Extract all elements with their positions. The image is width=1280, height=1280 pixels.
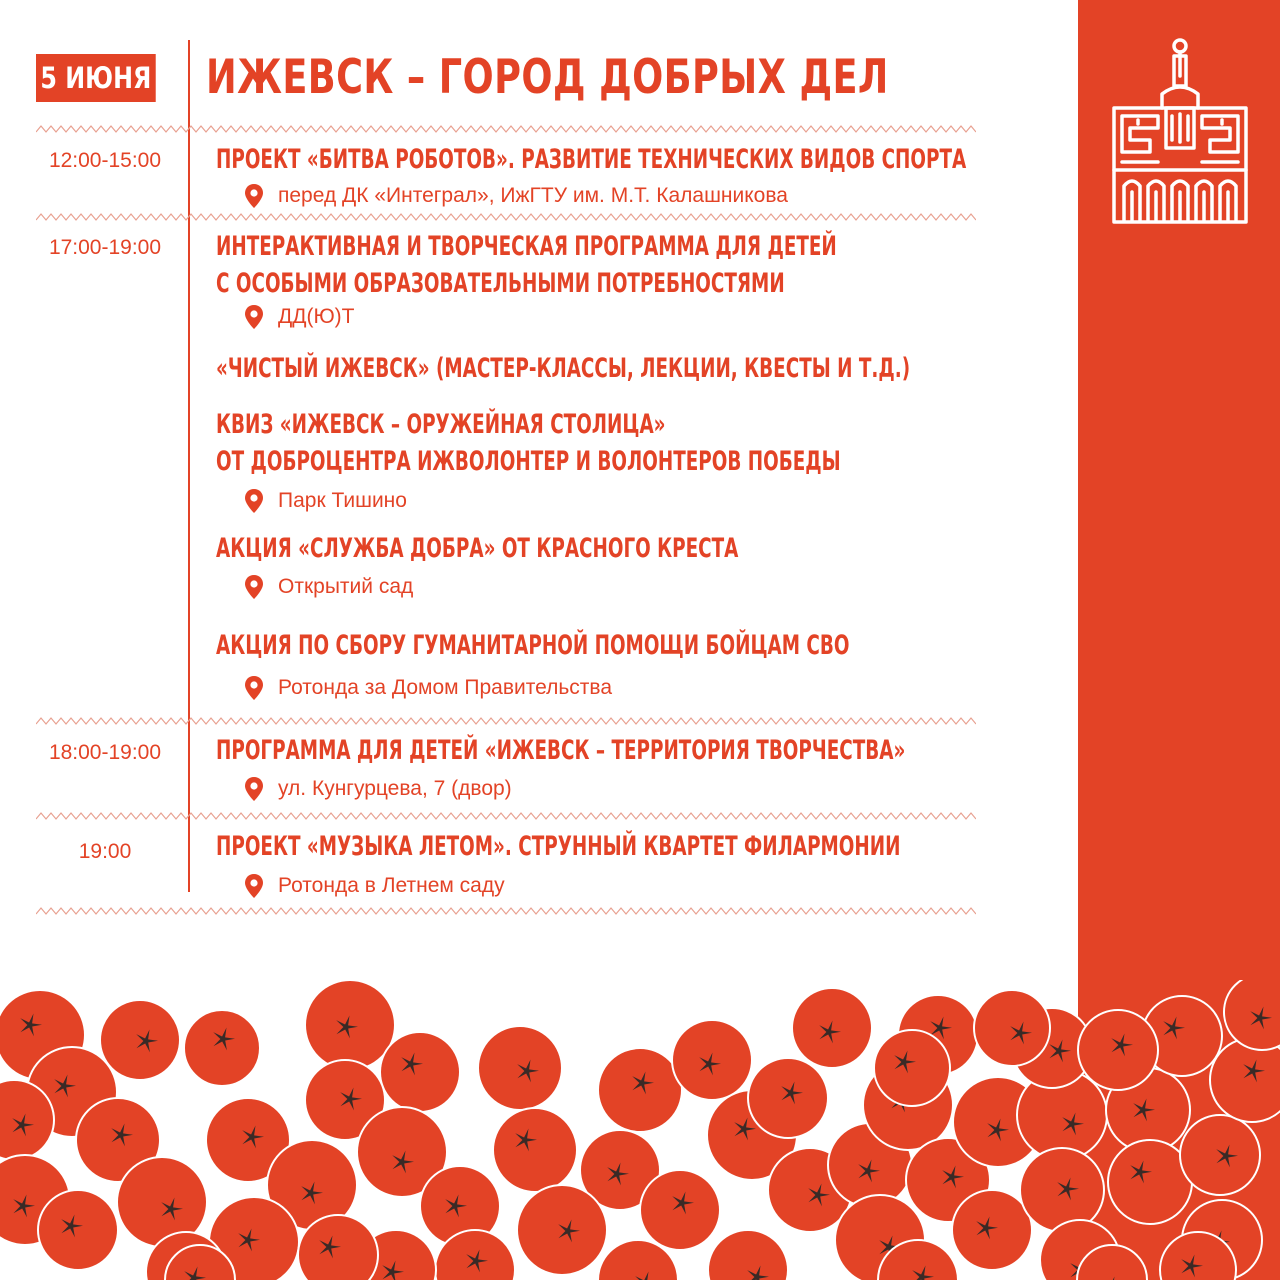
event-title: ПРОЕКТ «БИТВА РОБОТОВ». РАЗВИТИЕ ТЕХНИЧЕСКИХ ВИДОВ СПОРТА bbox=[216, 144, 967, 175]
time-slot: 17:00-19:00 bbox=[48, 236, 162, 259]
location-label: Ротонда за Домом Правительства bbox=[278, 676, 613, 699]
berry bbox=[598, 1048, 682, 1132]
event-location bbox=[244, 776, 512, 802]
zigzag-divider bbox=[36, 212, 976, 222]
berry bbox=[305, 980, 395, 1070]
event-title-line2: С ОСОБЫМИ ОБРАЗОВАТЕЛЬНЫМИ ПОТРЕБНОСТЯМИ bbox=[216, 268, 785, 299]
location-pin-icon bbox=[244, 488, 264, 514]
berry bbox=[672, 1020, 752, 1100]
location-label: ДД(Ю)Т bbox=[278, 305, 355, 328]
location-label: перед ДК «Интеграл», ИжГТУ им. М.Т. Калашникова bbox=[278, 184, 788, 207]
berry bbox=[1020, 1148, 1104, 1232]
event-title: ИНТЕРАКТИВНАЯ И ТВОРЧЕСКАЯ ПРОГРАММА ДЛЯ ДЕТЕЙ bbox=[216, 231, 837, 262]
berry bbox=[478, 1026, 562, 1110]
location-label: ул. Кунгурцева, 7 (двор) bbox=[278, 777, 512, 800]
location-pin-icon bbox=[244, 873, 264, 899]
event-title: АКЦИЯ «СЛУЖБА ДОБРА» ОТ КРАСНОГО КРЕСТА bbox=[216, 533, 739, 564]
location-label: Парк Тишино bbox=[278, 489, 407, 512]
time-slot: 18:00-19:00 bbox=[48, 741, 162, 764]
event-title: АКЦИЯ ПО СБОРУ ГУМАНИТАРНОЙ ПОМОЩИ БОЙЦАМ СВО bbox=[216, 630, 850, 661]
date-badge: 5 ИЮНЯ bbox=[36, 54, 156, 102]
event-title: КВИЗ «ИЖЕВСК – ОРУЖЕЙНАЯ СТОЛИЦА» bbox=[216, 409, 666, 440]
time-slot: 19:00 bbox=[78, 840, 132, 863]
event-location bbox=[244, 574, 413, 600]
event-location bbox=[244, 304, 354, 330]
berry bbox=[708, 1230, 788, 1280]
time-slot: 12:00-15:00 bbox=[48, 149, 162, 172]
event-title: ПРОЕКТ «МУЗЫКА ЛЕТОМ». СТРУННЫЙ КВАРТЕТ ФИЛАРМОНИИ bbox=[216, 831, 901, 862]
berries-decoration bbox=[0, 980, 1280, 1280]
zigzag-divider bbox=[36, 906, 976, 916]
event-location bbox=[244, 183, 788, 209]
location-label: Ротонда в Летнем саду bbox=[278, 874, 505, 897]
event-title: «ЧИСТЫЙ ИЖЕВСК» (МАСТЕР-КЛАССЫ, ЛЕКЦИИ, КВЕСТЫ И Т.Д.) bbox=[216, 353, 911, 384]
location-pin-icon bbox=[244, 675, 264, 701]
location-pin-icon bbox=[244, 776, 264, 802]
berry bbox=[1210, 1038, 1280, 1122]
location-label: Открытий сад bbox=[278, 575, 414, 598]
berry bbox=[974, 990, 1050, 1066]
zigzag-divider bbox=[36, 811, 976, 821]
event-location bbox=[244, 873, 505, 899]
berry bbox=[1224, 980, 1280, 1050]
page-title: ИЖЕВСК – ГОРОД ДОБРЫХ ДЕЛ bbox=[206, 50, 889, 105]
berry bbox=[380, 1032, 460, 1112]
berry bbox=[792, 988, 872, 1068]
timeline-divider bbox=[188, 40, 190, 892]
building-logo-icon bbox=[1110, 36, 1250, 228]
location-pin-icon bbox=[244, 183, 264, 209]
berry bbox=[493, 1108, 577, 1192]
event-location bbox=[244, 675, 612, 701]
location-pin-icon bbox=[244, 304, 264, 330]
berry bbox=[38, 1190, 118, 1270]
berry bbox=[517, 1185, 607, 1275]
berry bbox=[952, 1190, 1032, 1270]
berry bbox=[1180, 1115, 1260, 1195]
berry bbox=[1078, 1010, 1158, 1090]
zigzag-divider bbox=[36, 716, 976, 726]
event-title-line2: ОТ ДОБРОЦЕНТРА ИЖВОЛОНТЕР И ВОЛОНТЕРОВ ПОБЕДЫ bbox=[216, 446, 841, 477]
location-pin-icon bbox=[244, 574, 264, 600]
berry bbox=[100, 1000, 180, 1080]
berry bbox=[874, 1030, 950, 1106]
event-title: ПРОГРАММА ДЛЯ ДЕТЕЙ «ИЖЕВСК – ТЕРРИТОРИЯ ТВОРЧЕСТВА» bbox=[216, 735, 906, 766]
berry bbox=[748, 1058, 828, 1138]
berry bbox=[184, 1010, 260, 1086]
event-location bbox=[244, 488, 407, 514]
zigzag-divider bbox=[36, 124, 976, 134]
berry bbox=[640, 1170, 720, 1250]
